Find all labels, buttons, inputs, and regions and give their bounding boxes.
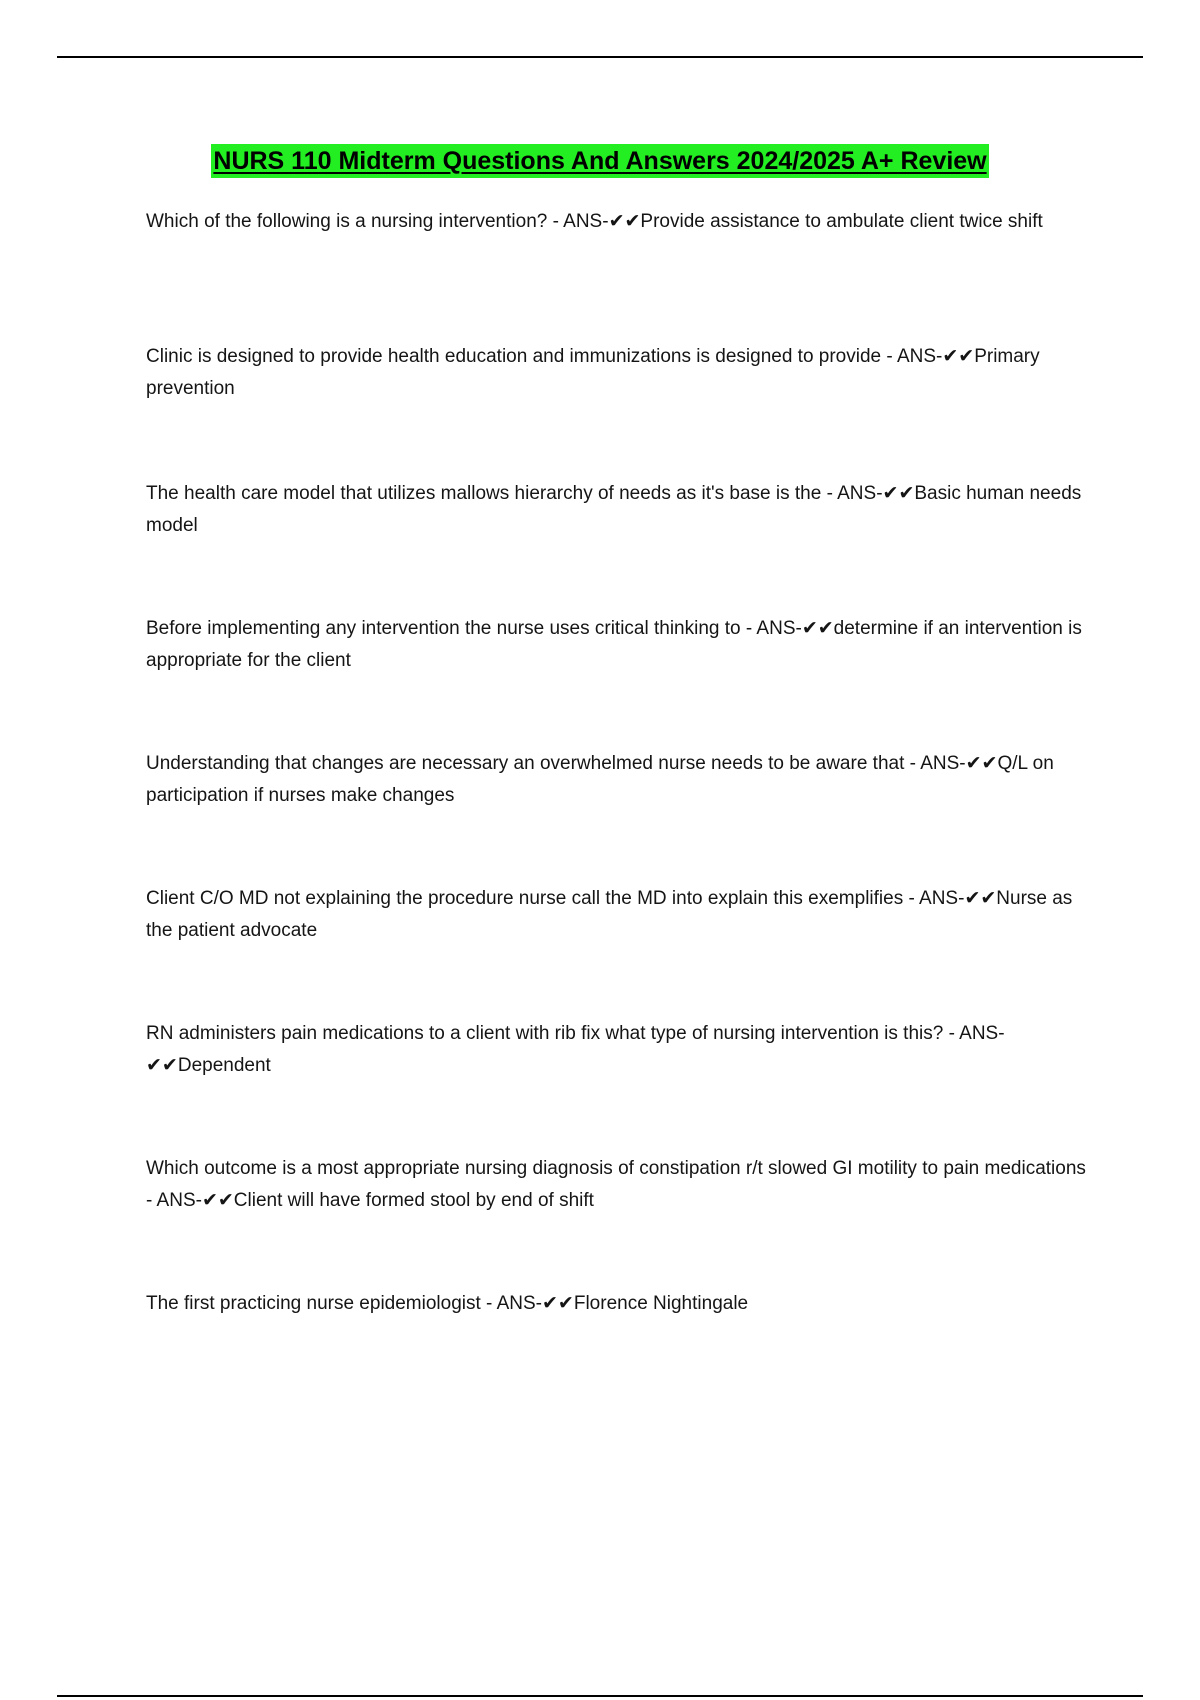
question-text: Before implementing any intervention the nurse uses critical thinking to - ANS-: [146, 618, 802, 639]
answer-text: Nurse as the patient advocate: [146, 888, 1073, 941]
footer-rule: [57, 1695, 1143, 1697]
title-container: [0, 144, 1200, 178]
check-marks-icon: ✔✔: [801, 618, 834, 639]
qa-item-8: [146, 1153, 1096, 1217]
answer-text: Q/L on participation if nurses make changes: [146, 753, 1054, 806]
qa-item-1: [146, 206, 1096, 238]
check-marks-icon: ✔✔: [608, 211, 641, 232]
answer-text: Provide assistance to ambulate client twice shift: [640, 211, 1043, 232]
answer-text: Florence Nightingale: [573, 1293, 749, 1314]
qa-item-9: [146, 1288, 1096, 1320]
page-title: NURS 110 Midterm Questions And Answers 2024/2025 A+ Review: [211, 144, 988, 178]
question-text: Which outcome is a most appropriate nursing diagnosis of constipation r/t slowed GI motility to pain medications - ANS-: [146, 1158, 1086, 1211]
question-text: Which of the following is a nursing intervention? - ANS-: [146, 211, 609, 232]
question-text: The first practicing nurse epidemiologist - ANS-: [146, 1293, 542, 1314]
qa-item-3: [146, 478, 1096, 542]
answer-text: Primary prevention: [146, 346, 1040, 399]
check-marks-icon: ✔✔: [942, 346, 975, 367]
check-marks-icon: ✔✔: [965, 753, 998, 774]
check-marks-icon: ✔✔: [882, 483, 915, 504]
check-marks-icon: ✔✔: [964, 888, 997, 909]
answer-text: Basic human needs model: [146, 483, 1082, 536]
qa-item-5: [146, 748, 1096, 812]
question-text: Client C/O MD not explaining the procedure nurse call the MD into explain this exemplifies - ANS-: [146, 888, 965, 909]
qa-item-6: [146, 883, 1096, 947]
answer-text: Dependent: [177, 1055, 271, 1076]
header-rule: [57, 56, 1143, 58]
check-marks-icon: ✔✔: [542, 1293, 574, 1314]
question-text: RN administers pain medications to a client with rib fix what type of nursing intervention is this? - ANS-: [146, 1023, 1005, 1044]
answer-text: determine if an intervention is appropriate for the client: [146, 618, 1082, 671]
qa-item-4: [146, 613, 1096, 677]
question-text: Clinic is designed to provide health education and immunizations is designed to provide - ANS-: [146, 346, 943, 367]
question-text: Understanding that changes are necessary an overwhelmed nurse needs to be aware that - ANS-: [146, 753, 966, 774]
qa-item-7: [146, 1018, 1096, 1082]
check-marks-icon: ✔✔: [146, 1055, 178, 1076]
question-text: The health care model that utilizes mallows hierarchy of needs as it's base is the - ANS-: [146, 483, 883, 504]
check-marks-icon: ✔✔: [201, 1190, 234, 1211]
qa-item-2: [146, 341, 1096, 405]
answer-text: Client will have formed stool by end of shift: [233, 1190, 594, 1211]
